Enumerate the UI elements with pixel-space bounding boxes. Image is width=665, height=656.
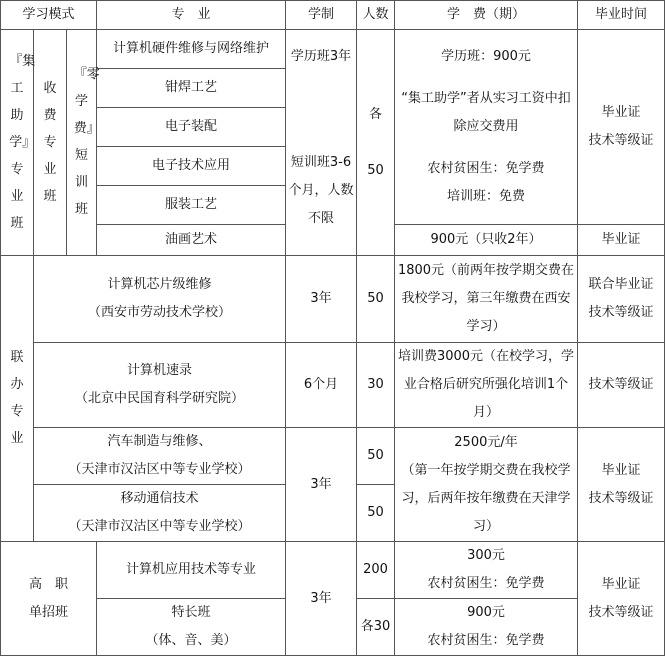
major-cell: 服装工艺 <box>97 186 286 225</box>
major-cell: 计算机应用技术等专业 <box>97 542 286 599</box>
fee-cell: 900元 农村贫困生：免学费 <box>395 599 578 656</box>
mode-cell-zero <box>67 30 100 256</box>
cert-cell: 联合毕业证 技术等级证 <box>578 256 665 343</box>
header-count: 人数 <box>357 1 395 30</box>
count-cell: 各30 <box>357 599 395 656</box>
mode-zero-fee: 『零学费』短训班 <box>73 67 100 217</box>
header-row <box>1 1 665 30</box>
fee-cell-oil: 900元（只收2年） <box>395 225 578 256</box>
cert-cell-group1: 毕业证 技术等级证 <box>578 30 665 225</box>
count-cell: 50 <box>357 485 395 542</box>
major-cell: 电子装配 <box>97 108 286 147</box>
fee-cell-group1 <box>395 30 578 225</box>
header-mode: 学习模式 <box>1 1 97 30</box>
duration-cell-tianjin: 3年 <box>286 428 357 542</box>
duration-cell-group1 <box>286 30 357 256</box>
header-cert: 毕业时间 <box>578 1 665 30</box>
cert-cell-oil: 毕业证 <box>578 225 665 256</box>
mode-fee-class: 收费专业班 <box>43 80 57 204</box>
major-cell: 汽车制造与维修、 （天津市汉沽区中等专业学校） <box>34 428 286 485</box>
fee-line: “集工助学”者从实习工资中扣除应交费用 <box>401 91 571 134</box>
duration-top: 学历班3年 <box>290 48 352 64</box>
duration-cell-group3: 3年 <box>286 542 357 656</box>
count-cell: 50 <box>357 256 395 343</box>
header-major: 专 业 <box>97 1 286 30</box>
major-cell: 计算机硬件维修与网络维护 <box>97 30 286 69</box>
mode-joint: 联办专业 <box>10 350 24 446</box>
table-row <box>1 30 665 69</box>
count-cell: 50 <box>357 428 395 485</box>
table-row <box>1 256 665 343</box>
table-row <box>1 343 665 428</box>
major-cell: 计算机速录 （北京中民国育科学研究院） <box>34 343 286 428</box>
major-cell: 电子技术应用 <box>97 147 286 186</box>
fee-cell: 300元 农村贫困生：免学费 <box>395 542 578 599</box>
count-cell-group1 <box>357 30 395 256</box>
major-cell: 钳焊工艺 <box>97 69 286 108</box>
cert-cell: 技术等级证 <box>578 343 665 428</box>
major-cell: 油画艺术 <box>97 225 286 256</box>
major-cell: 计算机芯片级维修 （西安市劳动技术学校） <box>34 256 286 343</box>
count-cell: 30 <box>357 343 395 428</box>
mode-cell-highvoc: 高 职 单招班 <box>1 542 97 656</box>
count-bottom: 50 <box>367 162 384 178</box>
fee-line: 学历班：900元 <box>441 49 531 64</box>
mode-cell-jigong <box>1 30 34 256</box>
duration-bottom: 短训班3-6个月，人数不限 <box>288 154 354 226</box>
fee-cell-tianjin: 2500元/年 （第一年按学期交费在我校学习，后两年按年缴费在天津学习） <box>395 428 578 542</box>
mode-cell-joint <box>1 256 34 542</box>
major-cell: 特长班 （体、音、美） <box>97 599 286 656</box>
header-duration: 学制 <box>286 1 357 30</box>
major-cell: 移动通信技术 （天津市汉沽区中等专业学校） <box>34 485 286 542</box>
table-row <box>1 542 665 599</box>
header-fee: 学 费（期） <box>395 1 578 30</box>
cert-cell-group3: 毕业证 技术等级证 <box>578 542 665 656</box>
duration-cell: 3年 <box>286 256 357 343</box>
fee-cell: 培训费3000元（在校学习，学业合格后研究所强化培训1个月） <box>395 343 578 428</box>
cert-cell-tianjin: 毕业证 技术等级证 <box>578 428 665 542</box>
fee-line: 培训班：免费 <box>447 189 526 204</box>
count-top: 各 <box>369 106 383 122</box>
duration-cell: 6个月 <box>286 343 357 428</box>
table-row <box>1 428 665 485</box>
mode-cell-fee <box>34 30 67 256</box>
mode-jigong: 『集工助学』专业班 <box>9 53 36 231</box>
count-cell: 200 <box>357 542 395 599</box>
fee-cell: 1800元（前两年按学期交费在我校学习，第三年缴费在西安学习） <box>395 256 578 343</box>
fee-line: 农村贫困生：免学费 <box>427 161 545 176</box>
